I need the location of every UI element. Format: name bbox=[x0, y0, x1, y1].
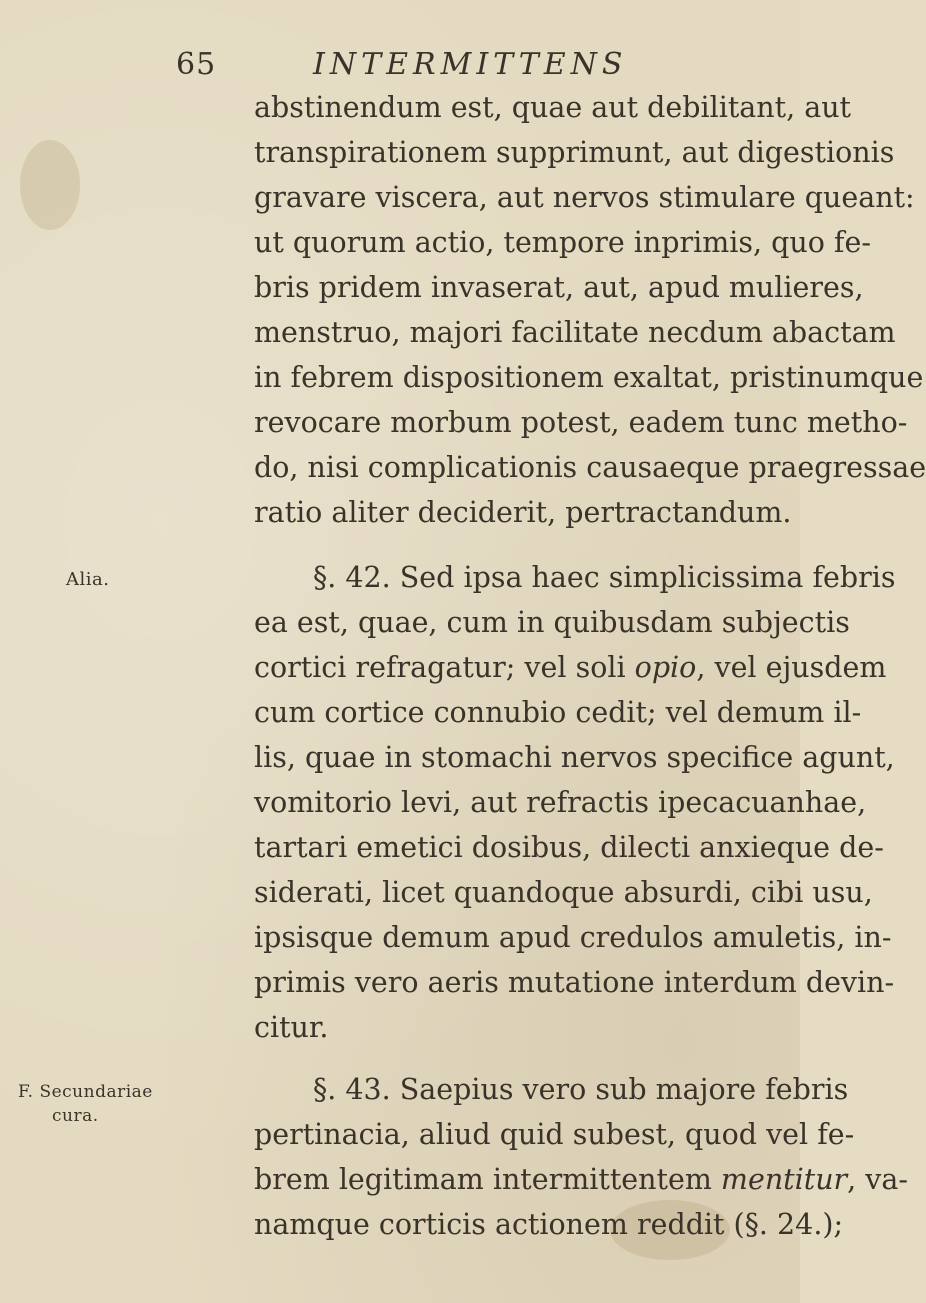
text-line: namque corticis actionem reddit (§. 24.); bbox=[254, 1208, 844, 1241]
text-span: , vel ejusdem bbox=[696, 651, 887, 684]
text-line: ratio aliter deciderit, pertractandum. bbox=[254, 496, 792, 529]
text-line: do, nisi complicationis causaeque praegressae bbox=[254, 451, 926, 484]
text-line: primis vero aeris mutatione interdum devin- bbox=[254, 966, 895, 999]
text-span: Saepius vero sub majore febris bbox=[399, 1073, 849, 1106]
section-number: §. 43. bbox=[313, 1073, 391, 1106]
text-span: Sed ipsa haec simplicissima febris bbox=[399, 561, 896, 594]
text-line: siderati, licet quandoque absurdi, cibi usu, bbox=[254, 876, 873, 909]
margin-note: F. Secundariae bbox=[18, 1082, 153, 1102]
running-title: INTERMITTENS bbox=[313, 47, 628, 82]
text-line: ea est, quae, cum in quibusdam subjectis bbox=[254, 606, 850, 639]
page-number: 65 bbox=[176, 47, 217, 82]
text-line: gravare viscera, aut nervos stimulare queant: bbox=[254, 181, 915, 214]
text-line: pertinacia, aliud quid subest, quod vel fe- bbox=[254, 1118, 855, 1151]
text-line: in febrem dispositionem exaltat, pristinumque bbox=[254, 361, 924, 394]
text-span: , va- bbox=[847, 1163, 909, 1196]
text-line: bris pridem invaserat, aut, apud mulieres, bbox=[254, 271, 864, 304]
text-line: ipsisque demum apud credulos amuletis, in- bbox=[254, 921, 892, 954]
italic-term: mentitur bbox=[720, 1163, 848, 1196]
text-line bbox=[313, 558, 896, 598]
text-line: abstinendum est, quae aut debilitant, aut bbox=[254, 91, 851, 124]
italic-term: opio bbox=[634, 651, 697, 684]
text-line bbox=[254, 648, 887, 688]
text-line bbox=[313, 1070, 849, 1110]
text-line bbox=[254, 1160, 909, 1200]
text-line: vomitorio levi, aut refractis ipecacuanhae, bbox=[254, 786, 867, 819]
text-line: revocare morbum potest, eadem tunc metho- bbox=[254, 406, 908, 439]
margin-note: cura. bbox=[52, 1106, 99, 1126]
text-line: tartari emetici dosibus, dilecti anxieque de- bbox=[254, 831, 884, 864]
text-line: cum cortice connubio cedit; vel demum il- bbox=[254, 696, 862, 729]
text-line: menstruo, majori facilitate necdum abactam bbox=[254, 316, 896, 349]
running-head bbox=[0, 47, 800, 87]
text-line: lis, quae in stomachi nervos specifice agunt, bbox=[254, 741, 895, 774]
margin-note: Alia. bbox=[66, 569, 110, 590]
text-line: ut quorum actio, tempore inprimis, quo fe- bbox=[254, 226, 871, 259]
text-span: brem legitimam intermittentem bbox=[254, 1163, 721, 1196]
text-line: transpirationem supprimunt, aut digestionis bbox=[254, 136, 895, 169]
section-number: §. 42. bbox=[313, 561, 391, 594]
text-line: citur. bbox=[254, 1011, 329, 1044]
text-span: cortici refragatur; vel soli bbox=[254, 651, 635, 684]
